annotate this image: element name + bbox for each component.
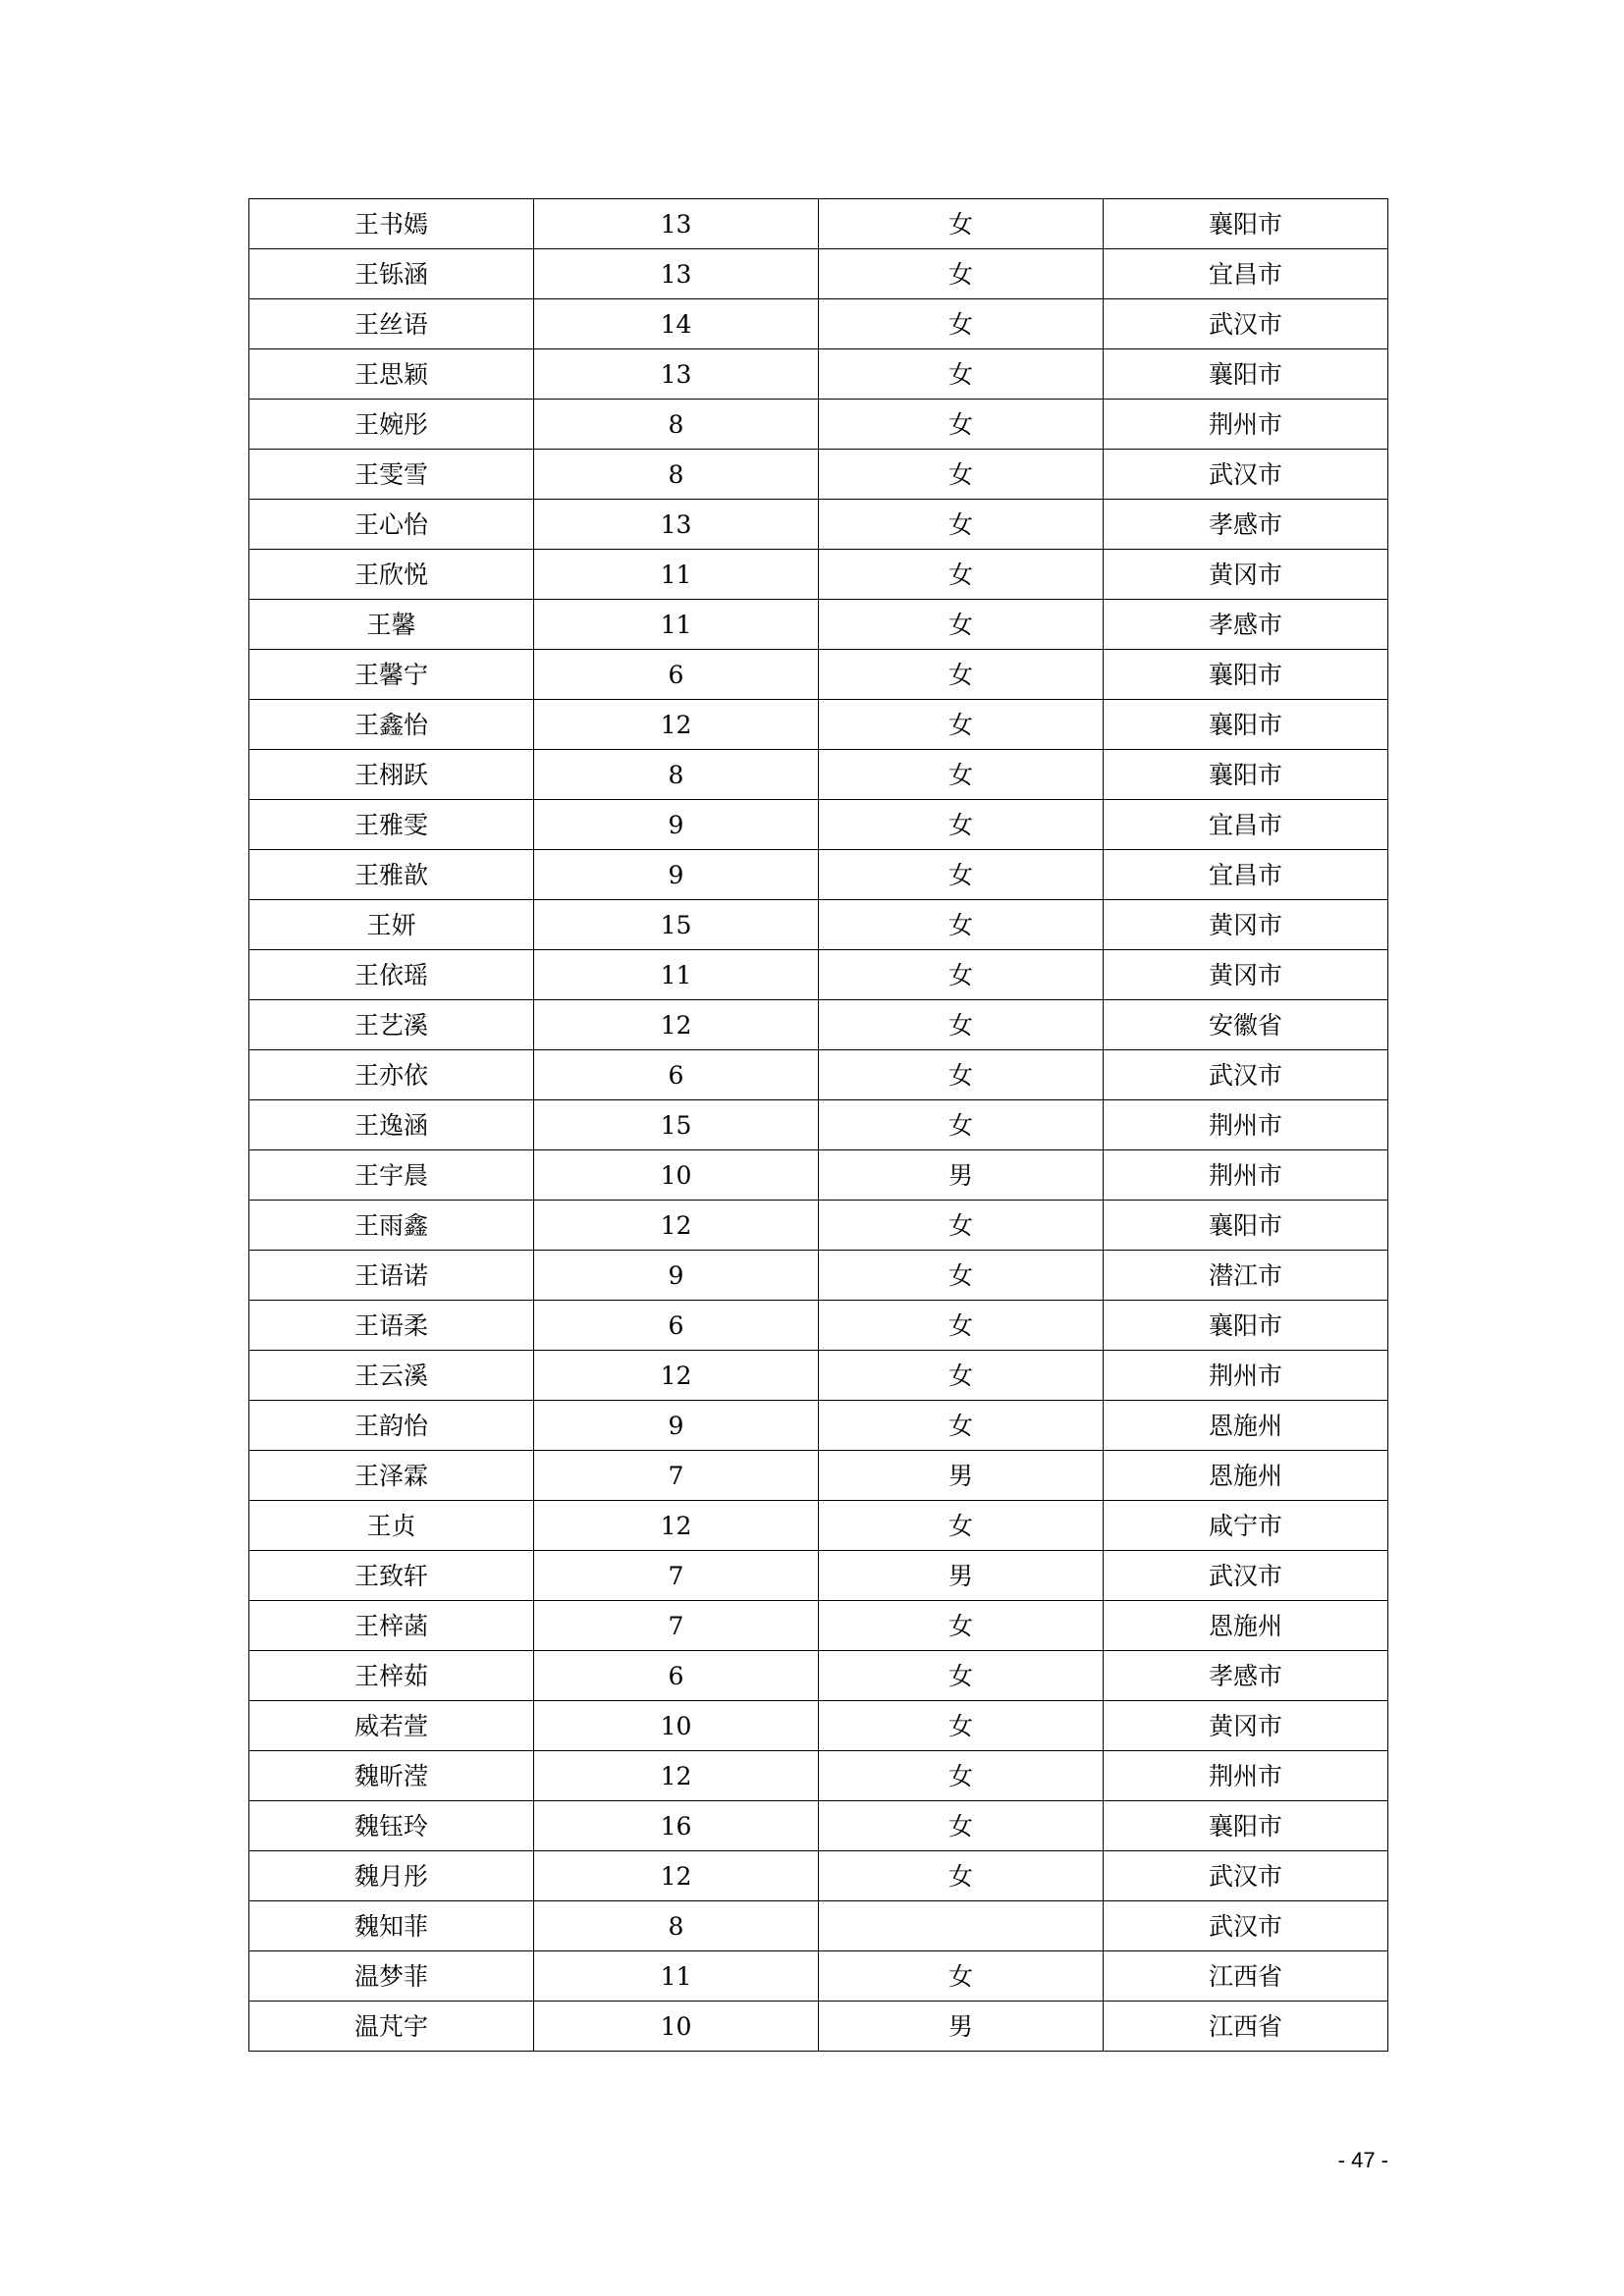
cell-age: 6 — [534, 1050, 819, 1100]
cell-city: 武汉市 — [1104, 450, 1388, 500]
cell-name: 王书嫣 — [249, 199, 534, 249]
cell-city: 襄阳市 — [1104, 750, 1388, 800]
cell-name: 王语柔 — [249, 1301, 534, 1351]
roster-table-body — [249, 199, 1388, 2052]
cell-age: 10 — [534, 1150, 819, 1201]
cell-city: 武汉市 — [1104, 1050, 1388, 1100]
cell-gender: 女 — [819, 450, 1104, 500]
cell-city: 荆州市 — [1104, 400, 1388, 450]
cell-gender: 女 — [819, 1501, 1104, 1551]
cell-age: 10 — [534, 1701, 819, 1751]
cell-age: 7 — [534, 1601, 819, 1651]
cell-gender: 女 — [819, 1251, 1104, 1301]
cell-city: 武汉市 — [1104, 299, 1388, 349]
cell-gender: 女 — [819, 1651, 1104, 1701]
cell-name: 王语诺 — [249, 1251, 534, 1301]
cell-name: 王鑫怡 — [249, 700, 534, 750]
cell-name: 王馨 — [249, 600, 534, 650]
table-row — [249, 700, 1388, 750]
cell-city: 孝感市 — [1104, 500, 1388, 550]
table-row — [249, 1401, 1388, 1451]
cell-city: 襄阳市 — [1104, 1801, 1388, 1851]
cell-gender: 女 — [819, 700, 1104, 750]
cell-gender: 女 — [819, 199, 1104, 249]
cell-age: 12 — [534, 700, 819, 750]
cell-gender: 女 — [819, 1050, 1104, 1100]
cell-name: 王致轩 — [249, 1551, 534, 1601]
cell-name: 王思颖 — [249, 349, 534, 400]
cell-city: 武汉市 — [1104, 1551, 1388, 1601]
cell-gender: 女 — [819, 650, 1104, 700]
table-row — [249, 1601, 1388, 1651]
table-row — [249, 1651, 1388, 1701]
cell-gender — [819, 1901, 1104, 1951]
cell-city: 孝感市 — [1104, 600, 1388, 650]
table-row — [249, 1501, 1388, 1551]
cell-name: 王婉彤 — [249, 400, 534, 450]
cell-city: 宜昌市 — [1104, 249, 1388, 299]
table-row — [249, 2002, 1388, 2052]
cell-name: 王亦依 — [249, 1050, 534, 1100]
cell-gender: 女 — [819, 1301, 1104, 1351]
table-row — [249, 1801, 1388, 1851]
cell-city: 襄阳市 — [1104, 700, 1388, 750]
cell-age: 12 — [534, 1501, 819, 1551]
cell-city: 武汉市 — [1104, 1851, 1388, 1901]
table-row — [249, 400, 1388, 450]
cell-name: 王依瑶 — [249, 950, 534, 1000]
cell-gender: 男 — [819, 1551, 1104, 1601]
cell-gender: 女 — [819, 1201, 1104, 1251]
cell-gender: 女 — [819, 1801, 1104, 1851]
cell-city: 黄冈市 — [1104, 950, 1388, 1000]
cell-name: 威若萱 — [249, 1701, 534, 1751]
cell-gender: 女 — [819, 950, 1104, 1000]
table-row — [249, 1551, 1388, 1601]
table-row — [249, 900, 1388, 950]
cell-age: 11 — [534, 1951, 819, 2002]
cell-age: 11 — [534, 600, 819, 650]
cell-age: 14 — [534, 299, 819, 349]
cell-city: 宜昌市 — [1104, 850, 1388, 900]
cell-age: 12 — [534, 1751, 819, 1801]
cell-age: 9 — [534, 850, 819, 900]
cell-name: 王铄涵 — [249, 249, 534, 299]
cell-name: 王梓茹 — [249, 1651, 534, 1701]
table-row — [249, 1000, 1388, 1050]
cell-name: 王雯雪 — [249, 450, 534, 500]
cell-gender: 男 — [819, 1451, 1104, 1501]
cell-city: 襄阳市 — [1104, 1201, 1388, 1251]
cell-gender: 女 — [819, 1401, 1104, 1451]
page-number: - 47 - — [1337, 2148, 1388, 2172]
table-row — [249, 450, 1388, 500]
cell-gender: 女 — [819, 750, 1104, 800]
table-row — [249, 950, 1388, 1000]
cell-age: 12 — [534, 1351, 819, 1401]
cell-name: 王雨鑫 — [249, 1201, 534, 1251]
cell-name: 王宇晨 — [249, 1150, 534, 1201]
cell-gender: 男 — [819, 1150, 1104, 1201]
cell-name: 魏月彤 — [249, 1851, 534, 1901]
cell-age: 8 — [534, 750, 819, 800]
cell-city: 潜江市 — [1104, 1251, 1388, 1301]
cell-gender: 女 — [819, 349, 1104, 400]
cell-city: 黄冈市 — [1104, 900, 1388, 950]
cell-city: 恩施州 — [1104, 1601, 1388, 1651]
table-row — [249, 1351, 1388, 1401]
cell-gender: 女 — [819, 1751, 1104, 1801]
table-row — [249, 349, 1388, 400]
cell-gender: 男 — [819, 2002, 1104, 2052]
cell-name: 王欣悦 — [249, 550, 534, 600]
cell-gender: 女 — [819, 400, 1104, 450]
cell-name: 王梓菡 — [249, 1601, 534, 1651]
cell-gender: 女 — [819, 1601, 1104, 1651]
cell-gender: 女 — [819, 1351, 1104, 1401]
cell-city: 黄冈市 — [1104, 550, 1388, 600]
cell-gender: 女 — [819, 249, 1104, 299]
cell-age: 13 — [534, 249, 819, 299]
cell-name: 温芃宇 — [249, 2002, 534, 2052]
table-row — [249, 550, 1388, 600]
cell-gender: 女 — [819, 1851, 1104, 1901]
cell-name: 魏钰玲 — [249, 1801, 534, 1851]
cell-age: 6 — [534, 1301, 819, 1351]
table-row — [249, 1050, 1388, 1100]
table-row — [249, 600, 1388, 650]
cell-city: 荆州市 — [1104, 1751, 1388, 1801]
cell-name: 王贞 — [249, 1501, 534, 1551]
cell-age: 12 — [534, 1000, 819, 1050]
cell-age: 9 — [534, 1401, 819, 1451]
cell-city: 襄阳市 — [1104, 199, 1388, 249]
cell-city: 江西省 — [1104, 2002, 1388, 2052]
cell-age: 8 — [534, 400, 819, 450]
cell-name: 王云溪 — [249, 1351, 534, 1401]
cell-name: 王泽霖 — [249, 1451, 534, 1501]
table-row — [249, 1901, 1388, 1951]
table-row — [249, 1451, 1388, 1501]
cell-age: 13 — [534, 349, 819, 400]
cell-name: 王雅歆 — [249, 850, 534, 900]
table-row — [249, 750, 1388, 800]
cell-age: 12 — [534, 1851, 819, 1901]
cell-city: 恩施州 — [1104, 1451, 1388, 1501]
cell-city: 江西省 — [1104, 1951, 1388, 2002]
table-row — [249, 1701, 1388, 1751]
cell-age: 8 — [534, 1901, 819, 1951]
cell-age: 7 — [534, 1451, 819, 1501]
cell-gender: 女 — [819, 850, 1104, 900]
cell-gender: 女 — [819, 1000, 1104, 1050]
cell-city: 荆州市 — [1104, 1100, 1388, 1150]
cell-gender: 女 — [819, 299, 1104, 349]
table-row — [249, 1251, 1388, 1301]
cell-name: 王心怡 — [249, 500, 534, 550]
cell-name: 王逸涵 — [249, 1100, 534, 1150]
table-row — [249, 800, 1388, 850]
cell-age: 15 — [534, 900, 819, 950]
cell-age: 7 — [534, 1551, 819, 1601]
cell-gender: 女 — [819, 500, 1104, 550]
cell-age: 6 — [534, 650, 819, 700]
table-row — [249, 850, 1388, 900]
cell-gender: 女 — [819, 600, 1104, 650]
cell-gender: 女 — [819, 1100, 1104, 1150]
cell-name: 王妍 — [249, 900, 534, 950]
cell-name: 王丝语 — [249, 299, 534, 349]
cell-age: 8 — [534, 450, 819, 500]
cell-city: 荆州市 — [1104, 1150, 1388, 1201]
cell-name: 魏知菲 — [249, 1901, 534, 1951]
cell-gender: 女 — [819, 1701, 1104, 1751]
cell-city: 宜昌市 — [1104, 800, 1388, 850]
cell-age: 16 — [534, 1801, 819, 1851]
cell-age: 9 — [534, 1251, 819, 1301]
cell-name: 王馨宁 — [249, 650, 534, 700]
roster-table — [248, 198, 1388, 2052]
cell-city: 恩施州 — [1104, 1401, 1388, 1451]
cell-age: 12 — [534, 1201, 819, 1251]
cell-city: 黄冈市 — [1104, 1701, 1388, 1751]
cell-age: 10 — [534, 2002, 819, 2052]
table-row — [249, 650, 1388, 700]
cell-name: 温梦菲 — [249, 1951, 534, 2002]
cell-age: 6 — [534, 1651, 819, 1701]
cell-age: 11 — [534, 950, 819, 1000]
table-row — [249, 1150, 1388, 1201]
cell-city: 孝感市 — [1104, 1651, 1388, 1701]
cell-city: 安徽省 — [1104, 1000, 1388, 1050]
cell-city: 襄阳市 — [1104, 1301, 1388, 1351]
cell-city: 武汉市 — [1104, 1901, 1388, 1951]
table-row — [249, 1201, 1388, 1251]
cell-gender: 女 — [819, 900, 1104, 950]
table-row — [249, 1100, 1388, 1150]
table-row — [249, 1751, 1388, 1801]
cell-age: 9 — [534, 800, 819, 850]
cell-age: 11 — [534, 550, 819, 600]
table-row — [249, 199, 1388, 249]
cell-city: 荆州市 — [1104, 1351, 1388, 1401]
table-row — [249, 1301, 1388, 1351]
cell-gender: 女 — [819, 800, 1104, 850]
cell-name: 王韵怡 — [249, 1401, 534, 1451]
table-row — [249, 1951, 1388, 2002]
cell-age: 15 — [534, 1100, 819, 1150]
cell-city: 襄阳市 — [1104, 650, 1388, 700]
cell-city: 咸宁市 — [1104, 1501, 1388, 1551]
cell-name: 魏昕滢 — [249, 1751, 534, 1801]
cell-city: 襄阳市 — [1104, 349, 1388, 400]
table-row — [249, 249, 1388, 299]
cell-age: 13 — [534, 199, 819, 249]
cell-name: 王艺溪 — [249, 1000, 534, 1050]
cell-gender: 女 — [819, 1951, 1104, 2002]
cell-gender: 女 — [819, 550, 1104, 600]
cell-name: 王雅雯 — [249, 800, 534, 850]
cell-name: 王栩跃 — [249, 750, 534, 800]
table-row — [249, 500, 1388, 550]
table-row — [249, 1851, 1388, 1901]
table-row — [249, 299, 1388, 349]
cell-age: 13 — [534, 500, 819, 550]
